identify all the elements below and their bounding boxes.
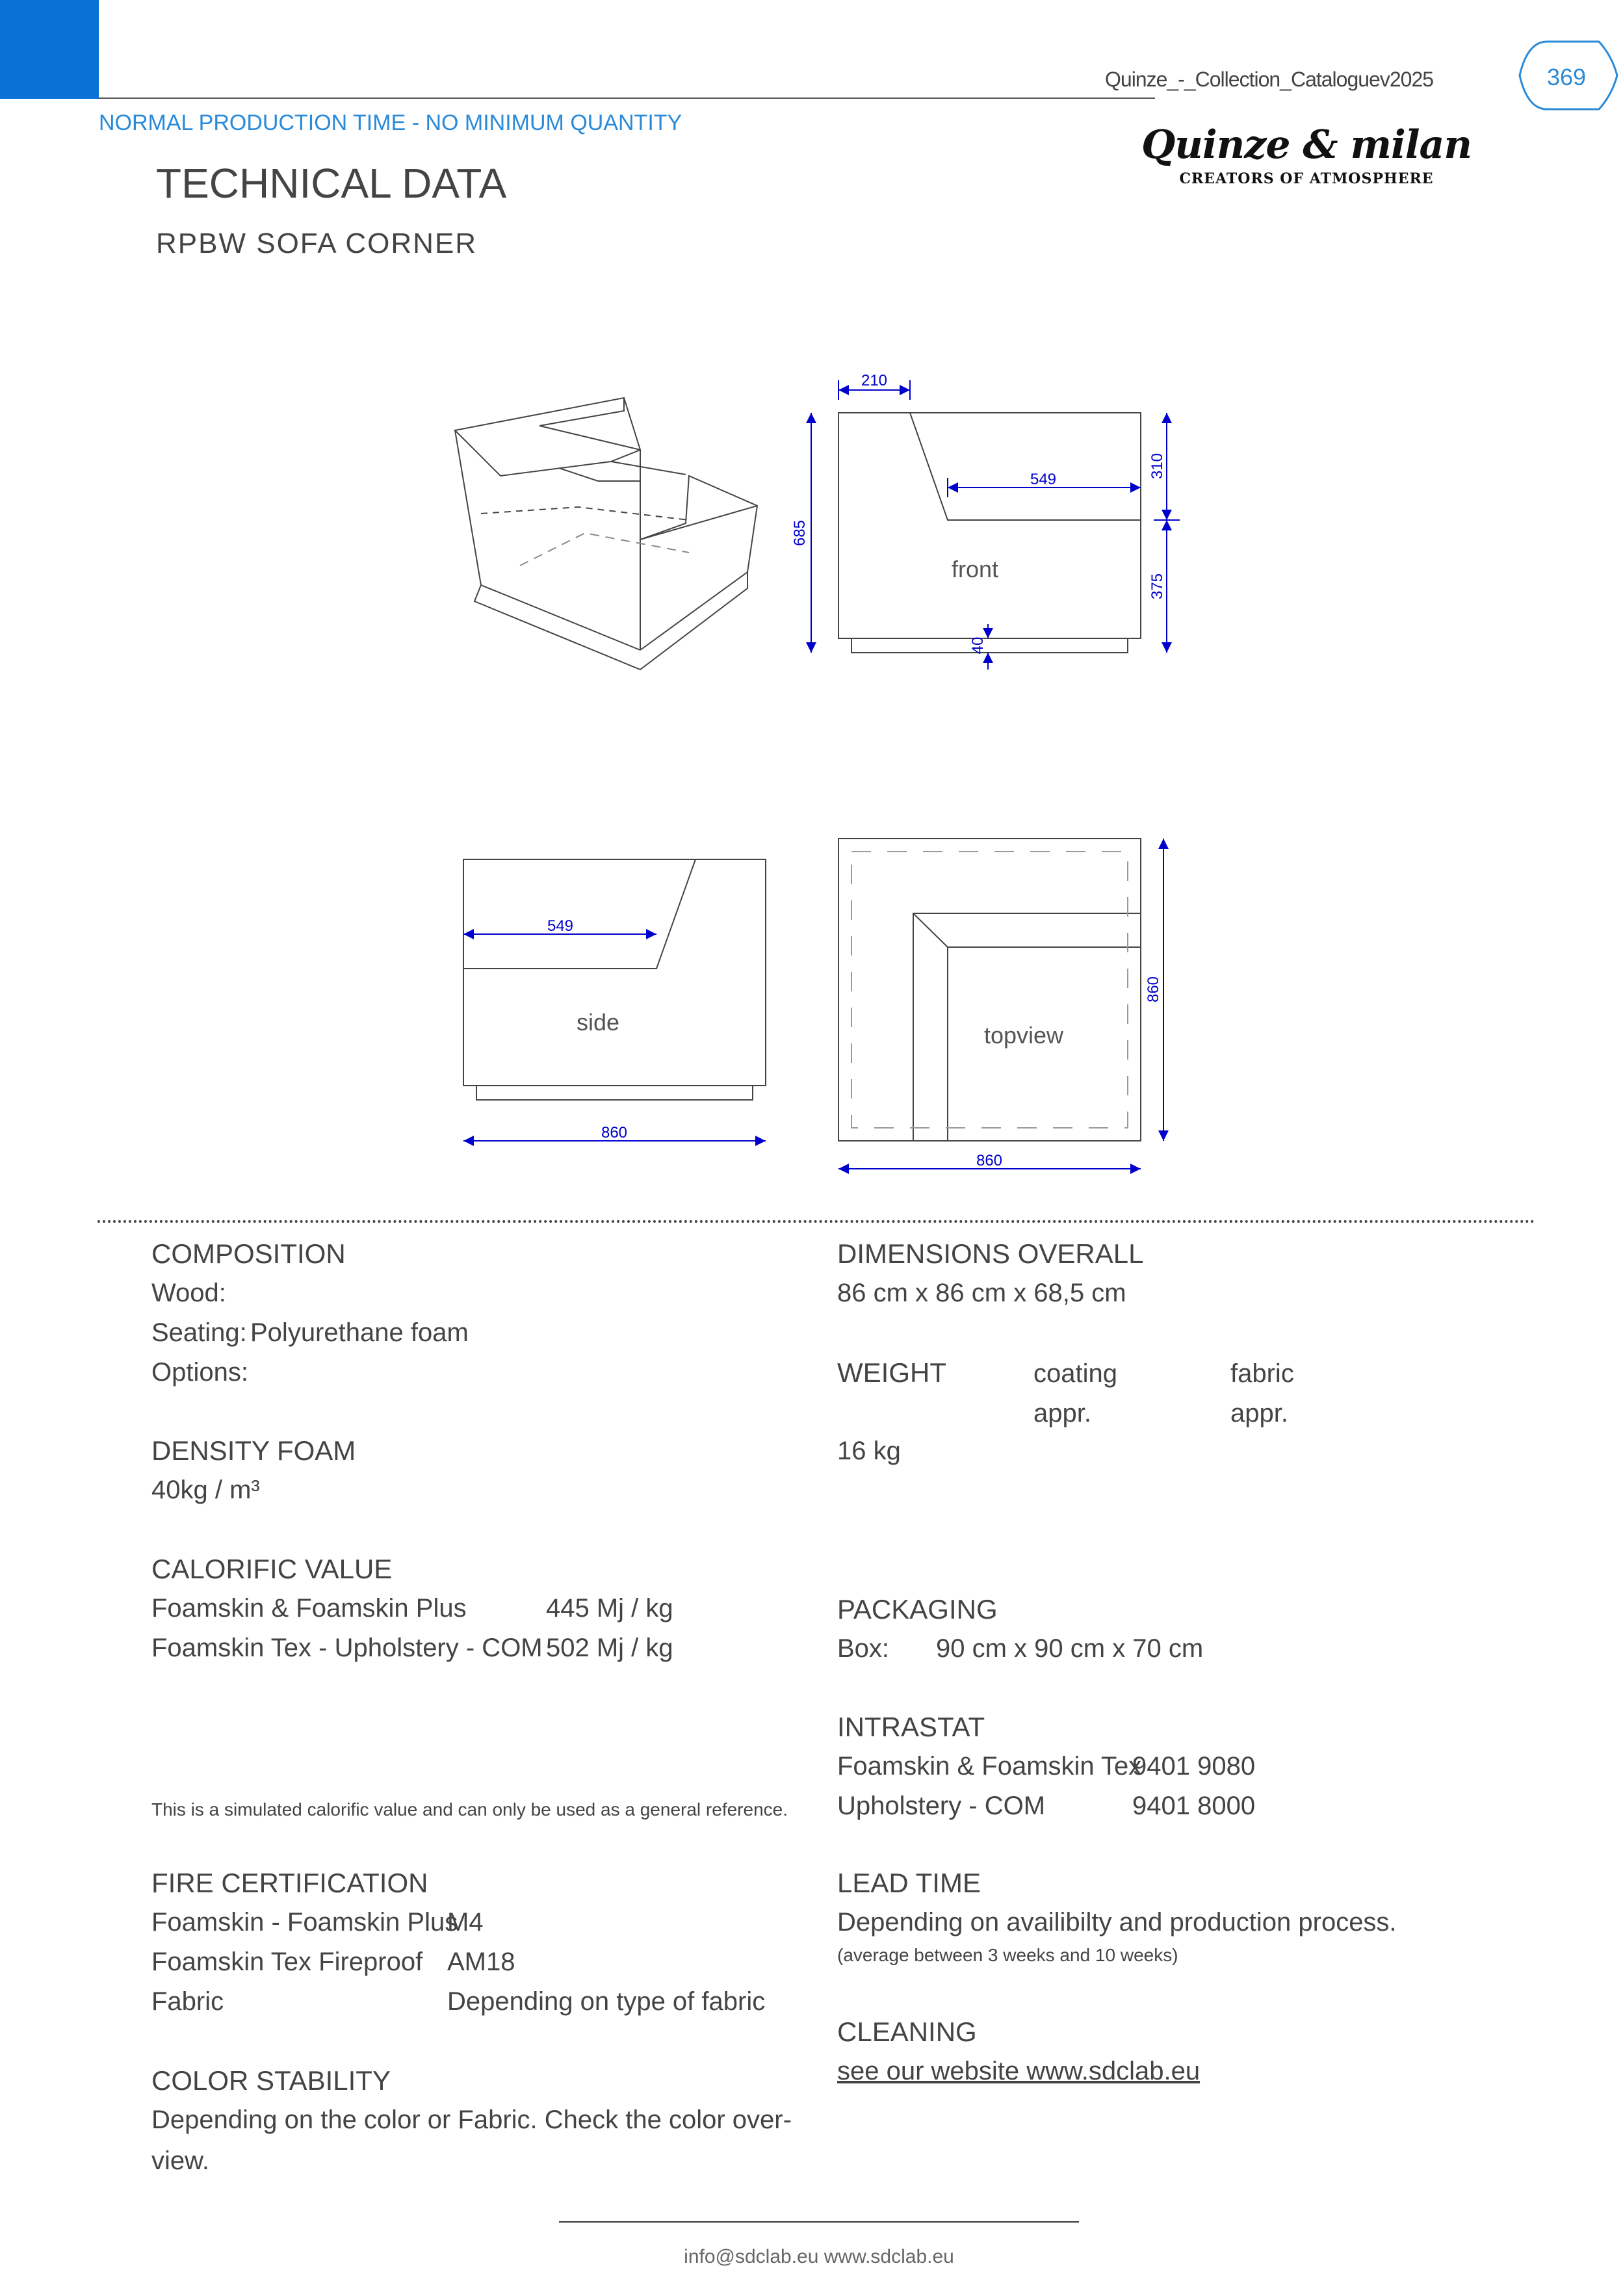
composition-seating-label: Seating: — [151, 1318, 247, 1347]
fire-heading: FIRE CERTIFICATION — [151, 1868, 428, 1898]
front-dim-seat-height: 375 — [1149, 573, 1166, 600]
calorific-row-label: Foamskin & Foamskin Plus — [151, 1594, 467, 1623]
calorific-row-value: 445 Mj / kg — [546, 1594, 673, 1623]
header-rule — [99, 98, 1155, 99]
composition-heading: COMPOSITION — [151, 1238, 346, 1269]
front-dim-total-height: 685 — [791, 519, 809, 547]
packaging-label: Box: — [837, 1634, 890, 1663]
technical-drawings — [0, 325, 1623, 1203]
product-name: RPBW SOFA CORNER — [156, 228, 478, 259]
packaging-value: 90 cm x 90 cm x 70 cm — [936, 1634, 1204, 1663]
lead-time-value: Depending on availibilty and production process. — [837, 1908, 1397, 1937]
weight-coating-approx: appr. — [1033, 1399, 1091, 1428]
dimensions-heading: DIMENSIONS OVERALL — [837, 1238, 1144, 1269]
footer-rule — [559, 2221, 1079, 2223]
brand-tagline: CREATORS OF ATMOSPHERE — [1179, 170, 1434, 187]
fire-row-label: Foamskin - Foamskin Plus — [151, 1908, 458, 1937]
top-dim-width: 860 — [976, 1152, 1003, 1169]
weight-fabric-approx: appr. — [1230, 1399, 1288, 1428]
footer-contact: info@sdclab.eu www.sdclab.eu — [684, 2246, 954, 2267]
front-dim-plinth: 40 — [969, 636, 987, 655]
calorific-row-label: Foamskin Tex - Upholstery - COM — [151, 1634, 543, 1662]
calorific-heading: CALORIFIC VALUE — [151, 1554, 393, 1584]
perspective-view — [455, 398, 757, 670]
lead-time-note: (average between 3 weeks and 10 weeks) — [837, 1945, 1178, 1965]
calorific-row-value: 502 Mj / kg — [546, 1634, 673, 1662]
lead-time-heading: LEAD TIME — [837, 1868, 981, 1898]
production-note: NORMAL PRODUCTION TIME - NO MINIMUM QUANTITY — [99, 111, 682, 135]
topview-label: topview — [983, 1022, 1064, 1049]
front-dim-seat-depth: 549 — [1030, 471, 1057, 488]
top-view — [838, 839, 1141, 1141]
fire-row-label: Foamskin Tex Fireproof — [151, 1948, 423, 1976]
cleaning-heading: CLEANING — [837, 2016, 977, 2047]
side-view — [463, 859, 766, 1100]
front-view — [838, 413, 1141, 653]
intrastat-row-label: Upholstery - COM — [837, 1792, 1046, 1820]
page-number: 369 — [1546, 64, 1587, 90]
density-value: 40kg / m³ — [151, 1476, 260, 1504]
cleaning-website-link[interactable]: see our website www.sdclab.eu — [837, 2057, 1201, 2085]
packaging-heading: PACKAGING — [837, 1594, 998, 1624]
front-dimensions — [811, 380, 1180, 670]
side-label: side — [576, 1009, 620, 1036]
side-dimensions — [463, 934, 766, 1141]
brand-logo: Quinze & milan — [1141, 122, 1472, 168]
fire-row-value: AM18 — [447, 1948, 515, 1976]
intrastat-heading: INTRASTAT — [837, 1712, 985, 1742]
color-stability-text-cont: view. — [151, 2146, 209, 2175]
weight-heading: WEIGHT — [837, 1357, 946, 1388]
density-heading: DENSITY FOAM — [151, 1435, 356, 1466]
fire-row-label: Fabric — [151, 1987, 224, 2016]
weight-coating-label: coating — [1033, 1359, 1117, 1388]
front-dim-top-width: 210 — [861, 372, 888, 389]
header-accent-block — [0, 0, 99, 99]
intrastat-row-label: Foamskin & Foamskin Tex — [837, 1752, 1142, 1781]
side-dim-width: 860 — [601, 1124, 628, 1141]
weight-value: 16 kg — [837, 1437, 901, 1465]
catalog-name: Quinze_-_Collection_Cataloguev2025 — [1105, 68, 1434, 91]
front-label: front — [951, 556, 999, 582]
calorific-note: This is a simulated calorific value and can only be used as a general reference. — [151, 1799, 788, 1820]
composition-options-label: Options: — [151, 1358, 248, 1387]
composition-wood-label: Wood: — [151, 1279, 226, 1307]
dimensions-value: 86 cm x 86 cm x 68,5 cm — [837, 1279, 1126, 1307]
weight-fabric-label: fabric — [1230, 1359, 1294, 1388]
top-dim-depth: 860 — [1145, 976, 1162, 1003]
section-divider — [97, 1220, 1535, 1223]
intrastat-row-value: 9401 9080 — [1132, 1752, 1256, 1781]
front-dim-back-height: 310 — [1149, 452, 1166, 480]
side-dim-seat-depth: 549 — [547, 917, 574, 935]
page-title: TECHNICAL DATA — [156, 160, 507, 207]
composition-seating-value: Polyurethane foam — [250, 1318, 469, 1347]
color-stability-heading: COLOR STABILITY — [151, 2065, 391, 2096]
fire-row-value: M4 — [447, 1908, 484, 1937]
color-stability-text: Depending on the color or Fabric. Check the color over- — [151, 2106, 792, 2134]
fire-row-value: Depending on type of fabric — [447, 1987, 766, 2016]
top-dimensions — [838, 839, 1163, 1169]
intrastat-row-value: 9401 8000 — [1132, 1792, 1256, 1820]
